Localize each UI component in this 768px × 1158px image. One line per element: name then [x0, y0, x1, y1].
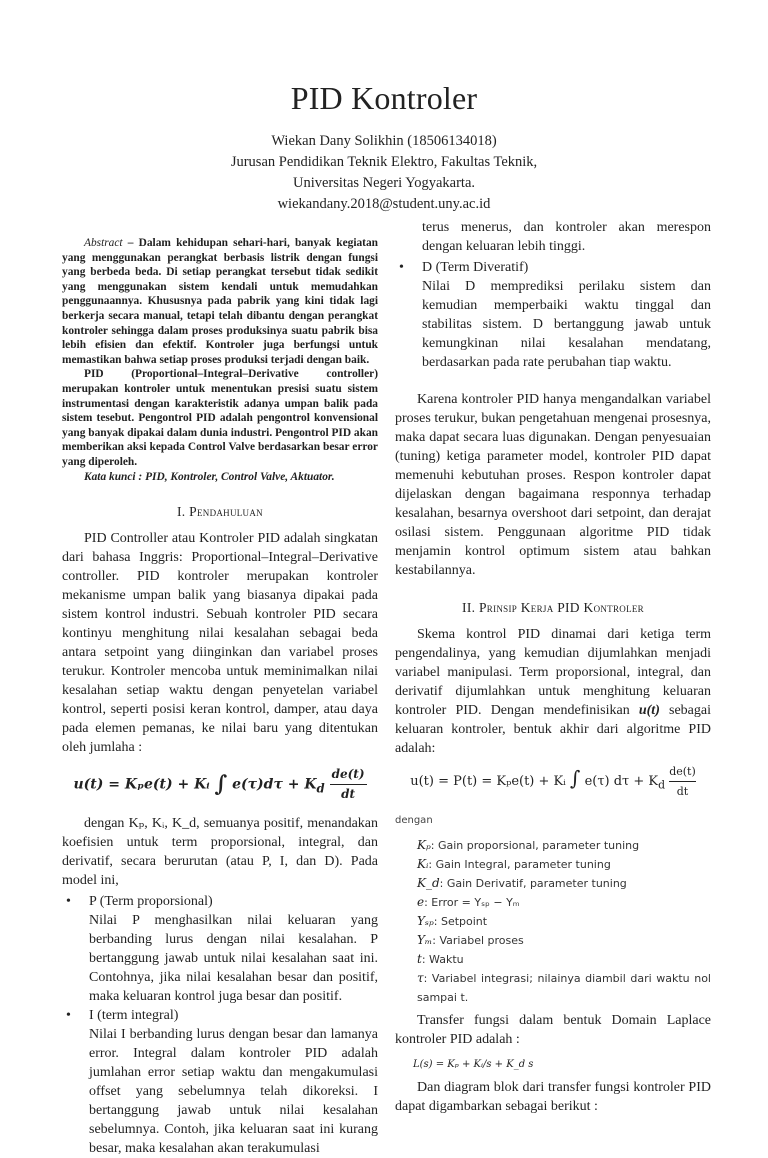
pid-term-list	[62, 892, 378, 1158]
eq2-int: e(τ) dτ + K	[584, 774, 659, 789]
keywords: Kata kunci : PID, Kontroler, Control Valve, Aktuator.	[84, 470, 335, 483]
var-desc: : Gain proporsional, parameter tuning	[430, 839, 640, 852]
integral-sign-2: ∫	[570, 766, 581, 790]
variable-row	[417, 950, 711, 969]
var-desc: : Waktu	[421, 953, 464, 966]
eq2-left: u(t) = P(t) = Kₚe(t) + Kᵢ	[410, 774, 566, 789]
eq2-fraction	[669, 762, 696, 801]
pid-equation	[62, 765, 378, 804]
eq-int-body: e(τ)dτ + K	[232, 776, 317, 793]
paragraph-karena: Karena kontroler PID hanya mengandalkan variabel proses terukur, bukan pengetahuan mengenai prosesnya, maka dapat secara luas digunakan. Dengan penyesuaian (tuning) ketiga parameter model, kontroler PID dapat memenuhi kebutuhan proses. Respon kontroler dapat dijelaskan dengan bagaimana responnya terhadap kesalahan, besarnya overshoot dari setpoint, dan derajat osilasi sistem. Penggunaan algoritme PID tidak menjamin kontrol optimum sistem atau bahkan kestabilannya.	[395, 392, 711, 578]
bullet-title: P (Term proporsional)	[89, 894, 213, 910]
variable-row	[417, 855, 711, 874]
list-item	[395, 258, 711, 372]
left-column	[62, 236, 378, 1158]
eq2-den: dt	[676, 785, 689, 798]
var-symbol: Kᵢ	[417, 857, 429, 871]
variable-list	[417, 836, 711, 1007]
pid-term-list-cont	[395, 258, 711, 372]
dengan-label: dengan	[395, 815, 433, 826]
eq2-num: de(t)	[669, 762, 696, 782]
eq-sub-d: d	[316, 781, 325, 796]
bullet-icon: •	[66, 1008, 71, 1024]
eq-left: u(t) = Kₚe(t) + Kᵢ	[73, 776, 210, 793]
author-name: Wiekan Dany Solikhin (18506134018)	[271, 133, 497, 149]
paper-title: PID Kontroler	[290, 80, 478, 116]
section-1-heading: I. Pendahuluan	[177, 504, 263, 520]
var-desc: : Gain Integral, parameter tuning	[428, 858, 611, 871]
abstract-label: Abstract	[84, 237, 123, 249]
var-symbol: e	[417, 895, 425, 909]
right-column	[395, 218, 711, 1116]
skema-text-2: sebagai keluaran kontroler, bentuk akhir dari algoritme PID adalah:	[395, 703, 711, 756]
section-1-paragraph-2: dengan Kₚ, Kᵢ, K_d, semuanya positif, menandakan koefisien untuk term proporsional, integral, dan derivatif, secara berurutan (atau P, I, dan D). Pada model ini,	[62, 816, 378, 889]
var-symbol: Yₛₚ	[417, 914, 434, 928]
author-university: Universitas Negeri Yogyakarta.	[292, 175, 475, 191]
variable-row	[417, 912, 711, 931]
var-desc: : Setpoint	[433, 915, 488, 928]
variable-row	[417, 836, 711, 855]
paragraph-diagram: Dan diagram blok dari transfer fungsi kontroler PID dapat digambarkan sebagai berikut :	[395, 1080, 711, 1114]
bullet-text: Nilai D memprediksi perilaku sistem dan kemudian memperbaiki waktu tinggal dan stabilitas sistem. D bertanggung jawab untuk kemungkinan nilai kesalahan mendatang, berdasarkan pada rate perubahan tiap waktu.	[422, 279, 711, 370]
paragraph-skema	[395, 625, 711, 758]
bullet-continuation: terus menerus, dan kontroler akan merespon dengan keluaran lebih tinggi.	[422, 220, 711, 254]
paragraph-transfer: Transfer fungsi dalam bentuk Domain Laplace kontroler PID adalah :	[395, 1013, 711, 1047]
skema-u: u(t)	[638, 703, 660, 718]
bullet-title: I (term integral)	[89, 1008, 179, 1024]
eq-fraction	[330, 765, 367, 804]
list-item	[62, 892, 378, 1006]
variable-row	[417, 874, 711, 893]
var-desc: : Error = Yₛₚ − Yₘ	[424, 896, 520, 909]
author-department: Jurusan Pendidikan Teknik Elektro, Fakultas Teknik,	[230, 154, 538, 170]
var-symbol: K_d	[417, 876, 440, 890]
abstract-paragraph-2: PID (Proportional–Integral–Derivative controller) merupakan kontroler untuk menentukan presisi suatu sistem instrumentasi dengan karakteristik adanya umpan balik pada sistem tesebut. Pengontrol PID adalah pengontrol konvensional yang banyak dipakai dalam dunia industri. Pengontrol PID akan memberikan aksi kepada Control Valve berdasarkan besar error yang diperoleh.	[62, 368, 378, 468]
eq2-sub-d: d	[658, 778, 666, 792]
abstract-text-1: – Dalam kehidupan sehari-hari, banyak kegiatan yang menggunakan perangkat berbasis listrik dengan fungsi yang berbeda beda. Di setiap perangkat tersebut tidak sedikit yang menggunakan sistem kendali untuk memudahkan penggunaannya. Khususnya pada pabrik yang kini tidak lagi berkerja secara manual, tetapi telah dibantu dengan perangkat kontroler sehingga dalam proses produksinya suatu pabrik bisa lebih efisien dan efektif. Kontroler juga berfungsi untuk memastikan bahwa setiap proses produksi terjadi dengan baik.	[62, 237, 378, 366]
bullet-text: Nilai P menghasilkan nilai keluaran yang berbanding lurus dengan nilai kesalahan. P bertanggung jawab untuk nilai kesalahan saat ini. Contohnya, jika nilai kesalahan besar dan positif, maka keluaran kontrol juga besar dan positif.	[89, 913, 378, 1005]
bullet-icon: •	[66, 894, 71, 910]
var-symbol: Kₚ	[417, 838, 431, 852]
author-email: wiekandany.2018@student.uny.ac.id	[277, 196, 491, 212]
section-2-heading: II. Prinsip Kerja PID Kontroler	[462, 600, 644, 615]
bullet-icon: •	[399, 260, 404, 275]
section-1-paragraph-1: PID Controller atau Kontroler PID adalah singkatan dari bahasa Inggris: Proportional–Integral–Derivative controller. PID kontroler merupakan kontroler mekanisme umpan balik yang biasanya dipakai pada sistem kontrol industri. Sebuah kontroler PID secara kontinyu menghitung nilai kesalahan sebagai beda antara setpoint yang diinginkan dan variabel proses terukur. Kontroler mencoba untuk meminimalkan nilai kesalahan setiap waktu dengan penyetelan variabel kontrol, seperti posisi keran kontrol, damper, atau daya pada elemen pemanas, ke nilai baru yang ditentukan oleh jumlaha :	[62, 531, 378, 756]
var-desc: : Variabel integrasi; nilainya diambil dari waktu nol sampai t.	[417, 972, 711, 1004]
var-symbol: Yₘ	[417, 933, 433, 947]
variable-row	[417, 893, 711, 912]
skema-text-1: Skema kontrol PID dinamai dari ketiga term pengendalinya, yang kemudian dijumlahkan menjadi variabel manipulasi. Term proporsional, integral, dan derivatif dijumlahkan untuk menghitung keluaran kontroler PID. Dengan mendefinisikan	[395, 627, 711, 718]
eq-frac-num: de(t)	[330, 765, 367, 785]
bullet-text: Nilai I berbanding lurus dengan besar dan lamanya error. Integral dalam kontroler PID adalah jumlahan error setiap waktu dan mengakumulasi offset yang sebelumnya telah dikoreksi. I bertanggung jawab untuk nilai kesalahan sebelumnya. Contoh, jika keluaran saat ini kurang besar, maka kesalahan akan terakumulasi	[89, 1027, 378, 1157]
var-symbol: τ	[417, 971, 424, 985]
abstract-paragraph-1	[62, 236, 378, 367]
integral-sign: ∫	[214, 771, 228, 798]
bullet-title: D (Term Diveratif)	[422, 260, 529, 275]
eq-frac-den: dt	[341, 787, 356, 802]
variable-row	[417, 931, 711, 950]
paper-header	[0, 80, 768, 215]
list-item	[62, 1006, 378, 1158]
var-desc: : Gain Derivatif, parameter tuning	[439, 877, 627, 890]
variable-row	[417, 969, 711, 1007]
var-desc: : Variabel proses	[432, 934, 524, 947]
laplace-equation: L(s) = Kₚ + Kᵢ/s + K_d s	[413, 1059, 534, 1070]
var-symbol: t	[417, 952, 422, 966]
pid-equation-2	[395, 762, 711, 801]
